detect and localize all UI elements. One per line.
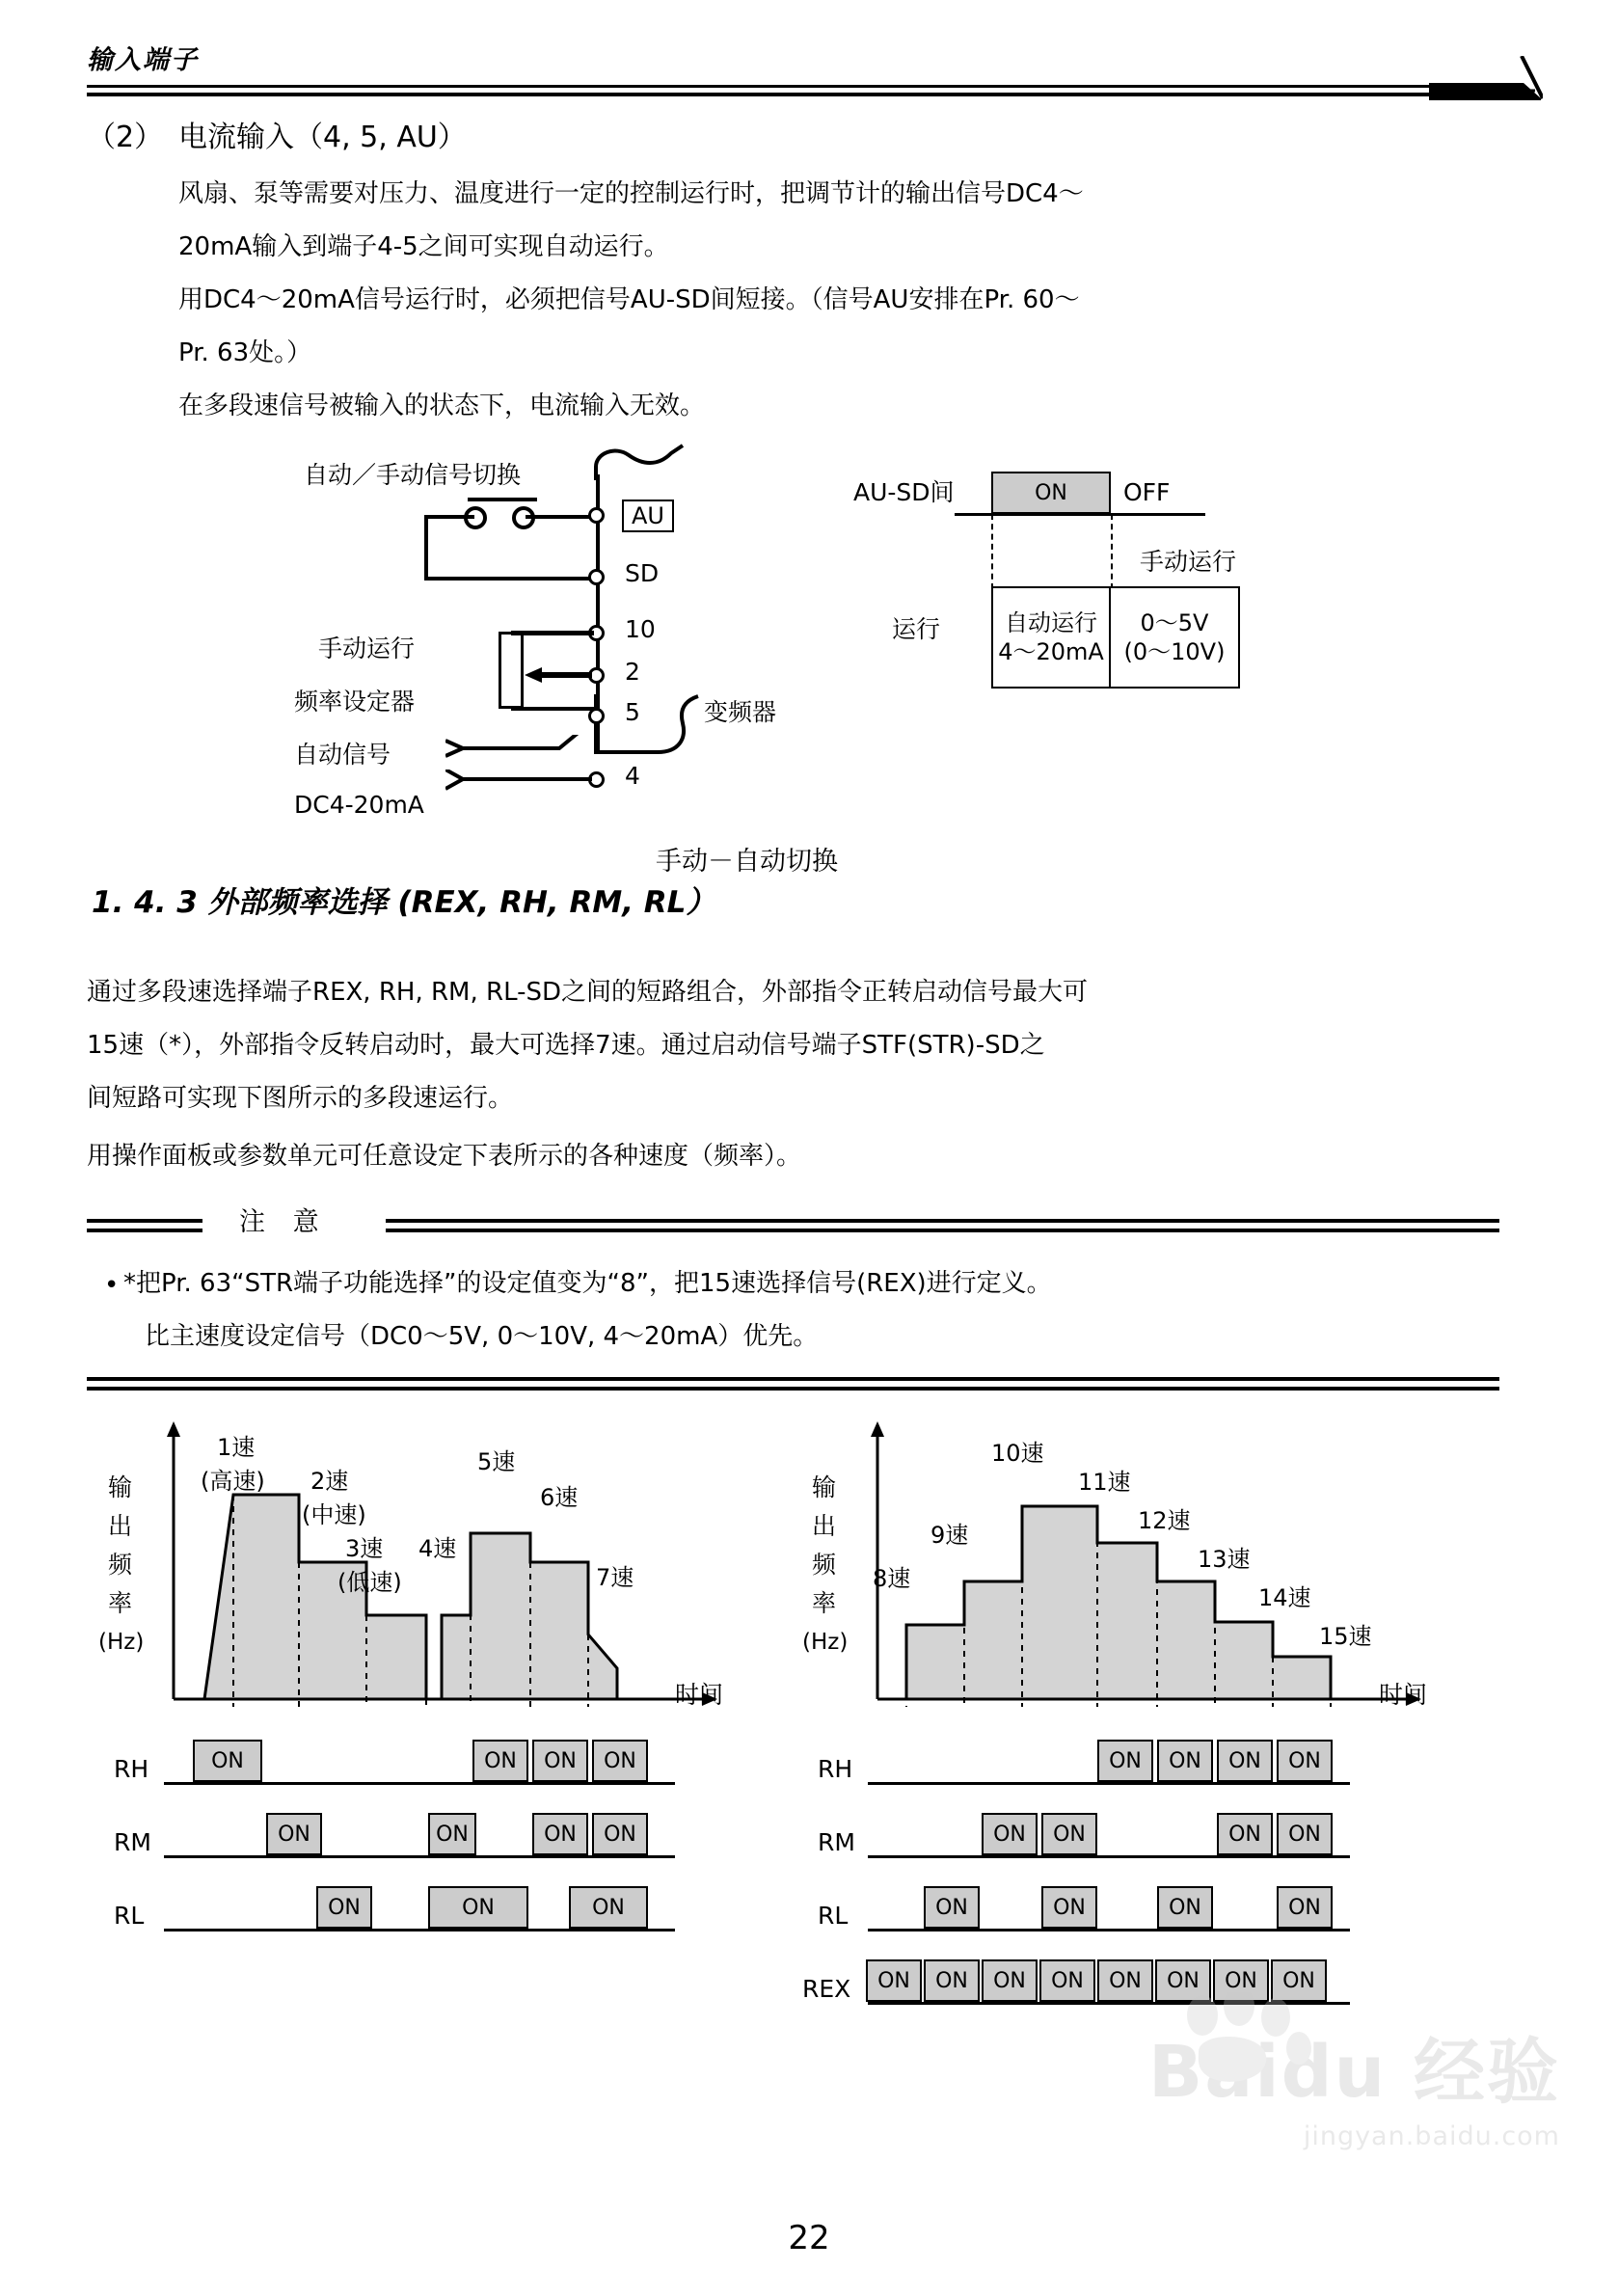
auto-signal-arrow-bottom-icon [445,770,600,795]
notice-rule-right-1 [386,1219,1499,1223]
watermark-main: Baidu 经验 [1147,2031,1560,2114]
terminal-sd-node [588,569,605,585]
chart2-speed-14: 14速 [1258,1584,1311,1611]
section143-line-2: 间短路可实现下图所示的多段速运行。 [87,1084,514,1113]
notice-rule-right-2 [386,1229,1499,1232]
chart1-ylabel-1: 出 [108,1512,133,1540]
chart2-row-rm-label: RM [818,1828,855,1856]
watermark-sub: jingyan.baidu.com [1303,2121,1560,2151]
notice-line-1: 比主速度设定信号（DC0～5V, 0～10V, 4～20mA）优先。 [145,1322,819,1351]
chart1-rh-on-0: ON [193,1740,262,1782]
chart1-speed-1: 1速 [217,1434,256,1461]
inverter-label: 变频器 [704,698,777,726]
section143-heading: 1. 4. 3 外部频率选择 (REX, RH, RM, RL） [92,885,716,920]
section2-title: 电流输入（4, 5, AU） [178,121,467,154]
chart2-speed-10: 10速 [991,1440,1044,1467]
chart2-rl-on-3: ON [1277,1886,1333,1929]
chart1-rl-on-1: ON [428,1886,528,1929]
chart2-rm-on-3: ON [1277,1813,1333,1855]
chart2-row-rex-baseline [868,2002,1350,2005]
section2-line-2: 用DC4～20mA信号运行时，必须把信号AU-SD间短接。（信号AU安排在Pr. 60～ [178,285,1080,314]
ausd-off-label: OFF [1123,478,1171,506]
manual-run-box [1111,586,1240,689]
auto-signal-arrow-top-icon [445,735,600,764]
notice-rule-left-1 [87,1219,202,1223]
section2-line-0: 风扇、泵等需要对压力、温度进行一定的控制运行时，把调节计的输出信号DC4～ [178,179,1084,208]
chart1-rm-on-2: ON [532,1813,588,1855]
auto-signal-range-label: DC4-20mA [294,791,424,819]
terminal-label-10: 10 [625,615,656,643]
section2-line-1: 20mA输入到端子4-5之间可实现自动运行。 [178,232,669,261]
section2-line-4: 在多段速信号被输入的状态下，电流输入无效。 [178,392,706,420]
chart1-rl-on-0: ON [316,1886,372,1929]
ausd-row-label: AU-SD间 [853,478,955,506]
page-number: 22 [788,2219,830,2257]
dash-left [991,514,993,589]
auto-run-line-0: 自动运行 [1005,609,1097,636]
chart2-rh-on-2: ON [1217,1740,1273,1782]
circuit-switch-label: 自动／手动信号切换 [304,461,522,489]
chart2-rm-on-0: ON [982,1813,1038,1855]
section2-number: （2） [87,121,164,154]
terminal-label-sd: SD [625,559,660,587]
chart1-row-rl-label: RL [114,1902,145,1930]
chart2-row-rm-baseline [868,1855,1350,1858]
chart2-rl-on-1: ON [1041,1886,1097,1929]
chart1-row-rh-baseline [164,1782,675,1785]
chart2-speed-13: 13速 [1198,1546,1251,1573]
chart2-ylabel-2: 频 [812,1551,837,1579]
chart1-row-rh-label: RH [114,1755,149,1783]
chart2-speed-12: 12速 [1138,1507,1191,1534]
chart2-rex-on-1: ON [924,1959,980,2002]
wiper-arrow-icon [521,663,594,687]
circuit-caption: 手动－自动切换 [656,847,838,877]
chart1-rm-on-3: ON [592,1813,648,1855]
chart2-row-rex-label: REX [802,1975,851,2003]
chart1-rm-on-1: ON [428,1813,476,1855]
chart2-rh-on-1: ON [1157,1740,1213,1782]
chart1-row-rm-baseline [164,1855,675,1858]
wire-switch-right [526,515,598,519]
wire-pot-to-5 [511,707,594,711]
chart1-speed-3-note: (低速) [337,1569,402,1596]
chart1-row-rm-label: RM [114,1828,151,1856]
notice-rule-left-2 [87,1229,202,1232]
chart2-rl-on-0: ON [924,1886,980,1929]
chart2-rh-on-3: ON [1277,1740,1333,1782]
chart2-rex-on-5: ON [1155,1959,1211,2002]
chart1-speed-5: 5速 [477,1448,516,1475]
chart1-ylabel-4: (Hz) [98,1630,145,1655]
manual-run-line-2: (0～10V) [1123,638,1226,665]
chart1-speed-7: 7速 [596,1564,634,1591]
notice-bullet: • [104,1271,120,1300]
bus-squiggle-top-icon [590,444,696,482]
section143-line-3: 用操作面板或参数单元可任意设定下表所示的各种速度（频率）。 [87,1142,802,1171]
notice-line-0: *把Pr. 63“STR端子功能选择”的设定值变为“8”，把15速选择信号(REX)进行定义。 [123,1269,1052,1298]
chart2-rex-on-0: ON [866,1959,922,2002]
chart2-rm-on-2: ON [1217,1813,1273,1855]
wire-pot-to-10 [511,631,594,635]
ausd-on-block: ON [991,472,1111,514]
wire-to-sd [424,577,598,581]
terminal-au-node [588,507,605,524]
terminal-label-4: 4 [625,762,640,790]
chart2-ylabel-4: (Hz) [802,1630,849,1655]
bus-squiggle-bottom-icon [590,694,706,781]
chart1-rh-on-1: ON [472,1740,528,1782]
chart2-ylabel-0: 输 [812,1473,837,1501]
chart2-rh-on-0: ON [1097,1740,1153,1782]
wire-switch-drop [424,515,428,581]
chart2-rl-on-2: ON [1157,1886,1213,1929]
header-rule-top [87,85,1446,88]
auto-run-line-1: 4～20mA [998,638,1104,665]
notice-rule-bottom-2 [87,1387,1499,1391]
page-header [87,39,1533,96]
chart2-rex-on-6: ON [1213,1959,1269,2002]
chart1-speed-2-note: (中速) [302,1501,366,1528]
header-title: 输入端子 [87,45,199,75]
terminal-label-2: 2 [625,658,640,686]
notice-rule-bottom-1 [87,1377,1499,1381]
chart2-plot [868,1418,1446,1707]
chart1-ylabel-2: 频 [108,1551,133,1579]
freq-setter-label: 频率设定器 [294,688,416,716]
chart1-rh-on-3: ON [592,1740,648,1782]
chart1-rm-on-0: ON [266,1813,322,1855]
manual-run-line-1: 0～5V [1140,609,1209,636]
chart2-rex-on-3: ON [1039,1959,1095,2002]
chart1-xlabel: 时间 [675,1681,724,1709]
manual-run-title: 手动运行 [1140,548,1237,576]
chart1-speed-1-note: (高速) [201,1468,265,1495]
auto-run-box [991,586,1111,689]
chart2-speed-9: 9速 [930,1522,969,1549]
chart2-xlabel: 时间 [1379,1681,1428,1709]
auto-signal-label: 自动信号 [294,741,391,769]
chart1-speed-3: 3速 [345,1535,384,1562]
chart1-speed-2: 2速 [310,1468,349,1495]
chart1-speed-4: 4速 [418,1535,457,1562]
chart2-rm-on-1: ON [1041,1813,1097,1855]
section2-line-3: Pr. 63处。） [178,338,312,367]
chart2-ylabel-3: 率 [812,1589,837,1617]
chart2-speed-15: 15速 [1319,1623,1372,1650]
watermark [1148,2015,1560,2151]
paw-print-icon [1170,1992,1314,2089]
terminal-label-5: 5 [625,698,640,726]
manual-run-label: 手动运行 [318,635,416,662]
chart2-speed-8: 8速 [873,1565,911,1592]
chart2-rex-on-2: ON [982,1959,1038,2002]
chart1-speed-6: 6速 [540,1484,579,1511]
chart2-rex-on-7: ON [1271,1959,1327,2002]
section143-line-0: 通过多段速选择端子REX, RH, RM, RL-SD之间的短路组合，外部指令正转启动信号最大可 [87,978,1089,1007]
header-flag-icon [1427,56,1543,100]
chart2-speed-11: 11速 [1078,1469,1131,1496]
chart1-rh-on-2: ON [532,1740,588,1782]
chart2-rex-on-4: ON [1097,1959,1153,2002]
terminal-label-au: AU [622,500,674,532]
chart1-row-rl-baseline [164,1929,675,1931]
wire-switch-left [424,515,474,519]
chart1-plot [164,1418,742,1707]
chart2-row-rl-label: RL [818,1902,849,1930]
chart1-rl-on-2: ON [569,1886,648,1929]
header-rule-bottom [87,93,1446,96]
chart2-ylabel-1: 出 [812,1512,837,1540]
run-row-label: 运行 [892,615,941,643]
chart2-row-rh-baseline [868,1782,1350,1785]
chart2-row-rh-label: RH [818,1755,853,1783]
chart1-ylabel-0: 输 [108,1473,133,1501]
chart2-row-rl-baseline [868,1929,1350,1931]
chart1-ylabel-3: 率 [108,1589,133,1617]
switch-blade [468,498,537,501]
notice-title: 注 意 [239,1207,329,1237]
section143-line-1: 15速（*），外部指令反转启动时，最大可选择7速。通过启动信号端子STF(STR)-SD之 [87,1031,1045,1060]
dash-right [1111,514,1113,589]
